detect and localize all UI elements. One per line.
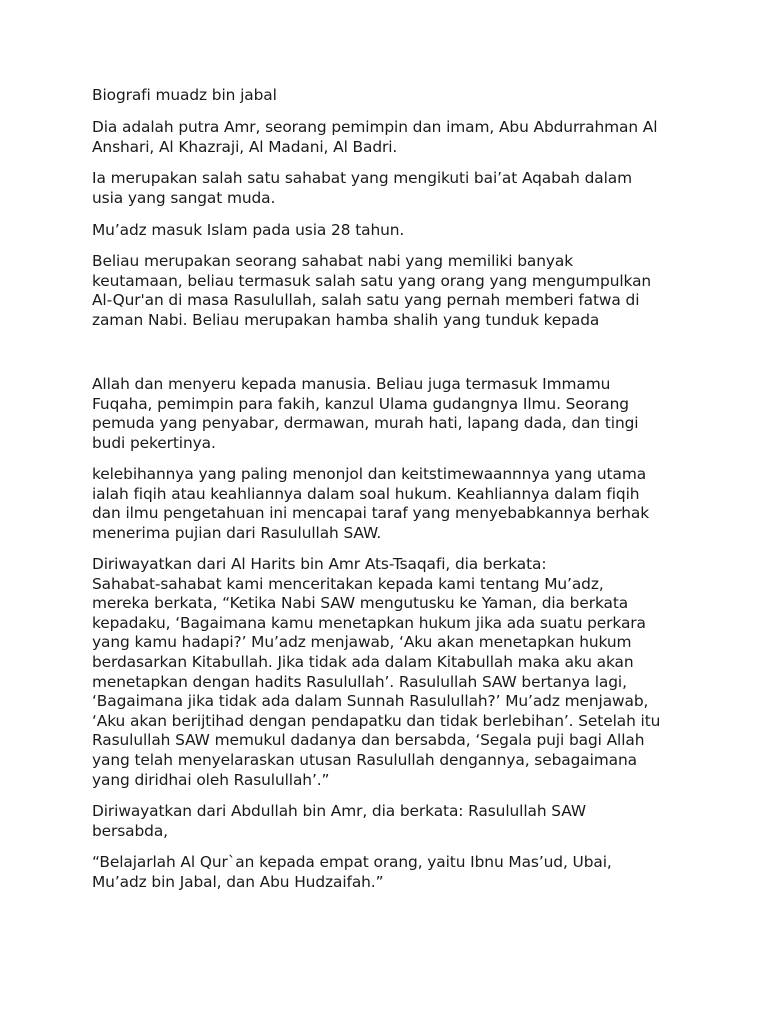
paragraph-quote-quran: “Belajarlah Al Qur`an kepada empat orang, yaitu Ibnu Mas’ud, Ubai, Mu’adz bin Jabal, dan Abu Hudzaifah.” — [92, 853, 612, 891]
paragraph-virtues: Beliau merupakan seorang sahabat nabi yang memiliki banyak keutamaan, beliau termasuk salah satu yang orang yang mengumpulkan Al-Qur'an di masa Rasulullah, salah satu yang pernah memberi fatwa di zaman Nabi. Beliau merupakan hamba shalih yang tunduk kepada — [92, 252, 652, 329]
document-title: Biografi muadz bin jabal — [92, 86, 277, 104]
paragraph-lineage: Dia adalah putra Amr, seorang pemimpin dan imam, Abu Abdurrahman Al Anshari, Al Khazraji, Al Madani, Al Badri. — [92, 118, 658, 156]
paragraph-fiqh: kelebihannya yang paling menonjol dan keitstimewaannnya yang utama ialah fiqih atau keahliannya dalam soal hukum. Keahliannya dalam fiqih dan ilmu pengetahuan ini mencapai taraf yang menyebabkannya berhak menerima pujian dari Rasulullah SAW. — [92, 465, 650, 542]
paragraph-aqabah: Ia merupakan salah satu sahabat yang mengikuti bai’at Aqabah dalam usia yang sangat muda. — [92, 169, 632, 207]
paragraph-character: Allah dan menyeru kepada manusia. Beliau juga termasuk Immamu Fuqaha, pemimpin para fakih, kanzul Ulama gudangnya Ilmu. Seorang pemuda yang penyabar, dermawan, murah hati, lapang dada, dan tingi budi pekertinya. — [92, 375, 639, 452]
paragraph-hadith-yemen: Diriwayatkan dari Al Harits bin Amr Ats-Tsaqafi, dia berkata: Sahabat-sahabat kami menceritakan kepada kami tentang Mu’adz, mereka berkata, “Ketika Nabi SAW mengutusku ke Yaman, dia berkata kepadaku, ‘Bagaimana kamu menetapkan hukum jika ada suatu perkara yang kamu hadapi?’ Mu’adz menjawab, ‘Aku akan menetapkan hukum berdasarkan Kitabullah. Jika tidak ada dalam Kitabullah maka aku akan menetapkan dengan hadits Rasulullah’. Rasulullah SAW bertanya lagi, ‘Bagaimana jika tidak ada dalam Sunnah Rasulullah?’ Mu’adz menjawab, ‘Aku akan berijtihad dengan pendapatku dan tidak berlebihan’. Setelah itu Rasulullah SAW memukul dadanya dan bersabda, ‘Segala puji bagi Allah yang telah menyelaraskan utusan Rasulullah dengannya, sebagaimana yang diridhai oleh Rasulullah’.” — [92, 555, 661, 789]
paragraph-hadith-abdullah: Diriwayatkan dari Abdullah bin Amr, dia berkata: Rasulullah SAW bersabda, — [92, 802, 586, 840]
paragraph-islam-age: Mu’adz masuk Islam pada usia 28 tahun. — [92, 221, 405, 239]
